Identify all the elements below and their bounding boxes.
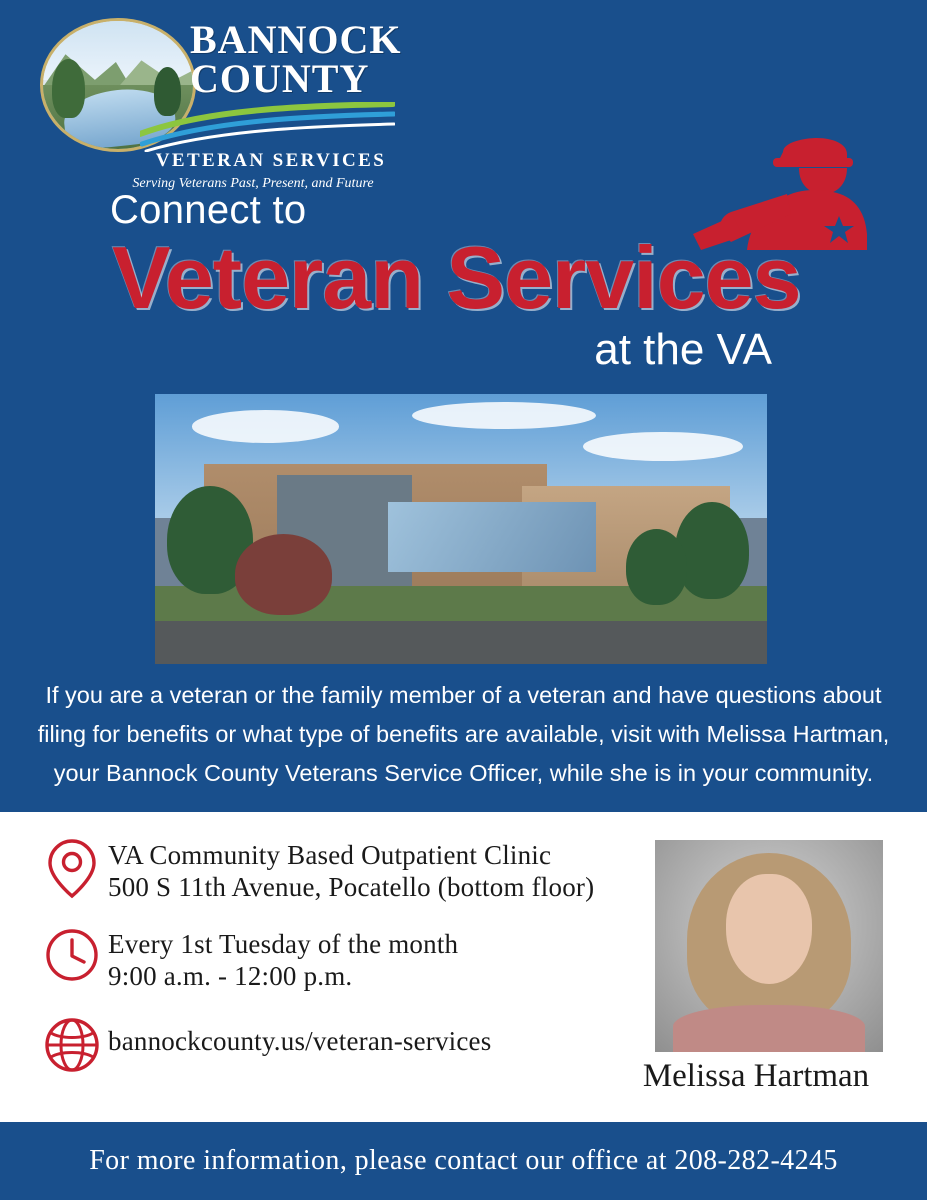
list-item-website[interactable] bbox=[36, 1014, 636, 1074]
location-text bbox=[108, 836, 594, 903]
logo-line-1: BANNOCK bbox=[190, 17, 402, 62]
clinic-building-photo bbox=[155, 394, 767, 664]
subtitle: at the VA bbox=[594, 325, 772, 374]
page-title: Veteran Services bbox=[112, 228, 801, 327]
globe-icon bbox=[36, 1014, 108, 1074]
eyebrow-text: Connect to bbox=[110, 188, 307, 232]
schedule-line-2: 9:00 a.m. - 12:00 p.m. bbox=[108, 960, 353, 991]
location-line-1: VA Community Based Outpatient Clinic bbox=[108, 840, 552, 870]
list-item-location bbox=[36, 836, 636, 903]
details-list bbox=[36, 836, 636, 1096]
schedule-line-1: Every 1st Tuesday of the month bbox=[108, 929, 459, 960]
schedule-text bbox=[108, 925, 458, 992]
clock-icon bbox=[36, 925, 108, 983]
logo-subtitle: VETERAN SERVICES bbox=[155, 150, 387, 171]
location-line-2: 500 S 11th Avenue, Pocatello (bottom floor) bbox=[108, 871, 595, 902]
website-text[interactable]: bannockcounty.us/veteran-services bbox=[108, 1026, 492, 1057]
logo-tagline: Serving Veterans Past, Present, and Future bbox=[132, 176, 374, 191]
bannock-county-logo bbox=[40, 12, 402, 192]
footer-contact-text: For more information, please contact our office at 208-282-4245 bbox=[89, 1145, 838, 1176]
logo-swoosh-icon bbox=[140, 102, 395, 152]
logo-line-2: COUNTY bbox=[190, 56, 370, 102]
logo-wordmark bbox=[190, 17, 402, 102]
details-section bbox=[0, 812, 927, 1122]
map-pin-icon bbox=[36, 836, 108, 900]
list-item-schedule bbox=[36, 925, 636, 992]
footer-band bbox=[0, 1122, 927, 1200]
avatar bbox=[655, 840, 883, 1052]
person-name: Melissa Hartman bbox=[642, 1058, 870, 1094]
body-paragraph: If you are a veteran or the family member of a veteran and have questions about filing for benefits or what type of benefits are available, visit with Melissa Hartman, your Bannock County Veterans Service Officer, while she is in your community. bbox=[37, 682, 890, 786]
